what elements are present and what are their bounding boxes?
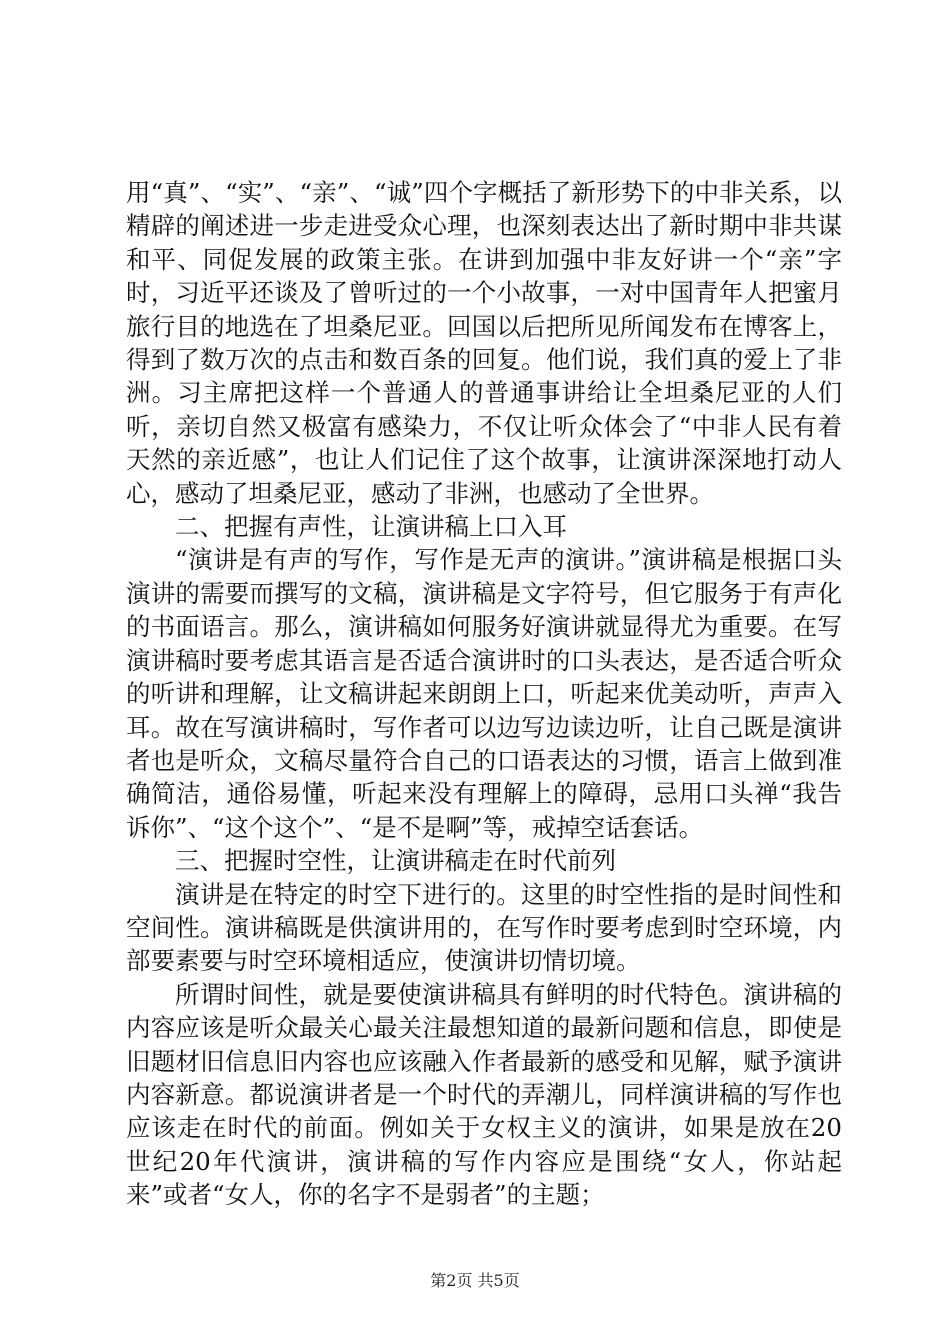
body-paragraph: 演讲是在特定的时空下进行的。这里的时空性指的是时间性和空间性。演讲稿既是供演讲用的，在写作时要考虑到时空环境，内部要素要与时空环境相适应，使演讲切情切境。 (126, 879, 842, 976)
body-paragraph: “演讲是有声的写作，写作是无声的演讲。”演讲稿是根据口头演讲的需要而撰写的文稿，演讲稿是文字符号，但它服务于有声化的书面语言。那么，演讲稿如何服务好演讲就显得尤为重要。在写演讲稿时要考虑其语言是否适合演讲时的口头表达，是否适合听众的听讲和理解，让文稿讲起来朗朗上口，听起来优美动听，声声入耳。故在写演讲稿时，写作者可以边写边读边听，让自己既是演讲者也是听众，文稿尽量符合自己的口语表达的习惯，语言上做到准确简洁，通俗易懂，听起来没有理解上的障碍，忌用口头禅“我告诉你”、“这个这个”、“是不是啊”等，戒掉空话套话。 (126, 545, 842, 842)
body-paragraph: 所谓时间性，就是要使演讲稿具有鲜明的时代特色。演讲稿的内容应该是听众最关心最关注最想知道的最新问题和信息，即使是旧题材旧信息旧内容也应该融入作者最新的感受和见解，赋予演讲内容新意。都说演讲者是一个时代的弄潮儿，同样演讲稿的写作也应该走在时代的前面。例如关于女权主义的演讲，如果是放在20世纪20年代演讲，演讲稿的写作内容应是围绕“女人，你站起来”或者“女人，你的名字不是弱者”的主题； (126, 979, 842, 1210)
page-footer: 第2页 共5页 (430, 1271, 520, 1290)
document-body (126, 176, 842, 1212)
section-heading: 二、把握有声性，让演讲稿上口入耳 (175, 512, 567, 542)
body-paragraph: 用“真”、“实”、“亲”、“诚”四个字概括了新形势下的中非关系，以精辟的阐述进一步走进受众心理，也深刻表达出了新时期中非共谋和平、同促发展的政策主张。在讲到加强中非友好讲一个“亲”字时，习近平还谈及了曾听过的一个小故事，一对中国青年人把蜜月旅行目的地选在了坦桑尼亚。回国以后把所见所闻发布在博客上，得到了数万次的点击和数百条的回复。他们说，我们真的爱上了非洲。习主席把这样一个普通人的普通事讲给让全坦桑尼亚的人们听，亲切自然又极富有感染力，不仅让听众体会了“中非人民有着天然的亲近感”，也让人们记住了这个故事，让演讲深深地打动人心，感动了坦桑尼亚，感动了非洲，也感动了全世界。 (126, 178, 842, 508)
section-heading: 三、把握时空性，让演讲稿走在时代前列 (175, 846, 616, 876)
